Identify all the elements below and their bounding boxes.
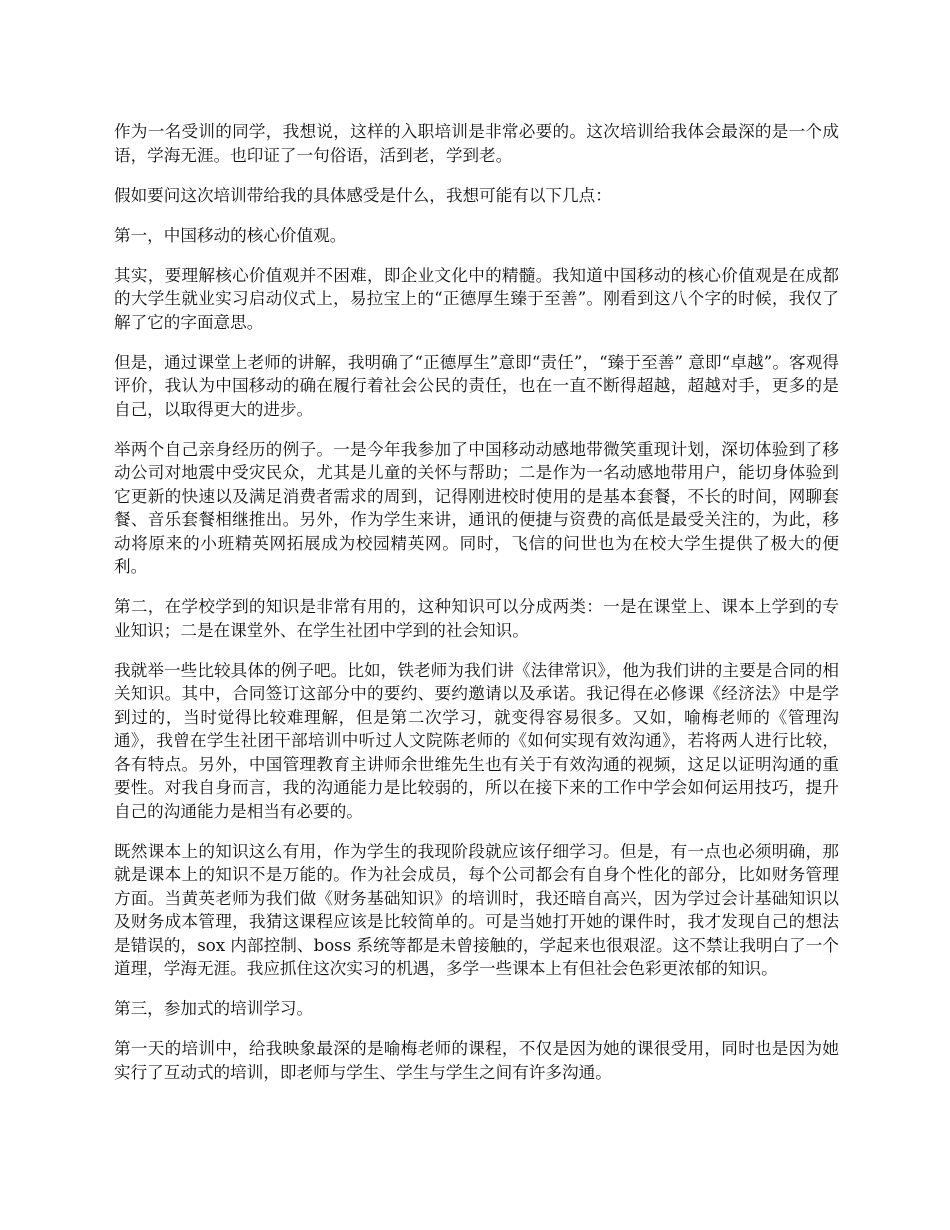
paragraph: 举两个自己亲身经历的例子。一是今年我参加了中国移动动感地带微笑重现计划，深切体验到了移动公司对地震中受灾民众，尤其是儿童的关怀与帮助；二是作为一名动感地带用户，能切身体验到它更新的快速以及满足消费者需求的周到，记得刚进校时使用的是基本套餐，不长的时间，网聊套餐、音乐套餐相继推出。另外，作为学生来讲，通讯的便捷与资费的高低是最受关注的，为此，移动将原来的小班精英网拓展成为校园精英网。同时，飞信的问世也为在校大学生提供了极大的便利。 [114,439,839,576]
document-body [114,120,839,1101]
section-heading: 第二，在学校学到的知识是非常有用的，这种知识可以分成两类：一是在课堂上、课本上学到的专业知识；二是在课堂外、在学生社团中学到的社会知识。 [114,597,839,640]
paragraph: 其实，要理解核心价值观并不困难，即企业文化中的精髓。我知道中国移动的核心价值观是在成都的大学生就业实习启动仪式上，易拉宝上的“正德厚生臻于至善”。刚看到这八个字的时候，我仅了解了它的字面意思。 [114,265,839,332]
paragraph: 我就举一些比较具体的例子吧。比如，铁老师为我们讲《法律常识》，他为我们讲的主要是合同的相关知识。其中，合同签订这部分中的要约、要约邀请以及承诺。我记得在必修课《经济法》中是学到过的，当时觉得比较难理解，但是第二次学习，就变得容易很多。又如，喻梅老师的《管理沟通》，我曾在学生社团干部培训中听过人文院陈老师的《如何实现有效沟通》，若将两人进行比较，各有特点。另外，中国管理教育主讲师余世维先生也有关于有效沟通的视频，这足以证明沟通的重要性。对我自身而言，我的沟通能力是比较弱的，所以在接下来的工作中学会如何运用技巧，提升自己的沟通能力是相当有必要的。 [114,660,839,821]
paragraph: 但是，通过课堂上老师的讲解，我明确了“正德厚生”意即“责任”，“臻于至善” 意即“卓越”。客观得评价，我认为中国移动的确在履行着社会公民的责任，也在一直不断得超越，超越对手，更多的是自己，以取得更大的进步。 [114,352,839,419]
paragraph: 作为一名受训的同学，我想说，这样的入职培训是非常必要的。这次培训给我体会最深的是一个成语，学海无涯。也印证了一句俗语，活到老，学到老。 [114,122,839,165]
section-heading: 第三，参加式的培训学习。 [114,999,314,1018]
paragraph: 假如要问这次培训带给我的具体感受是什么，我想可能有以下几点： [114,185,612,205]
section-heading: 第一，中国移动的核心价值观。 [114,225,347,245]
paragraph: 既然课本上的知识这么有用，作为学生的我现阶段就应该仔细学习。但是，有一点也必须明确，那就是课本上的知识不是万能的。作为社会成员，每个公司都会有自身个性化的部分，比如财务管理方面。当黄英老师为我们做《财务基础知识》的培训时，我还暗自高兴，因为学过会计基础知识以及财务成本管理，我猜这课程应该是比较简单的。可是当她打开她的课件时，我才发现自己的想法是错误的，sox 内部控制、boss 系统等都是未曾接触的，学起来也很艰涩。这不禁让我明白了一个道理，学海无涯。我应抓住这次实习的机遇，多学一些课本上有但社会色彩更浓郁的知识。 [114,841,839,978]
paragraph: 第一天的培训中，给我映象最深的是喻梅老师的课程，不仅是因为她的课很受用，同时也是因为她实行了互动式的培训，即老师与学生、学生与学生之间有许多沟通。 [114,1039,839,1082]
